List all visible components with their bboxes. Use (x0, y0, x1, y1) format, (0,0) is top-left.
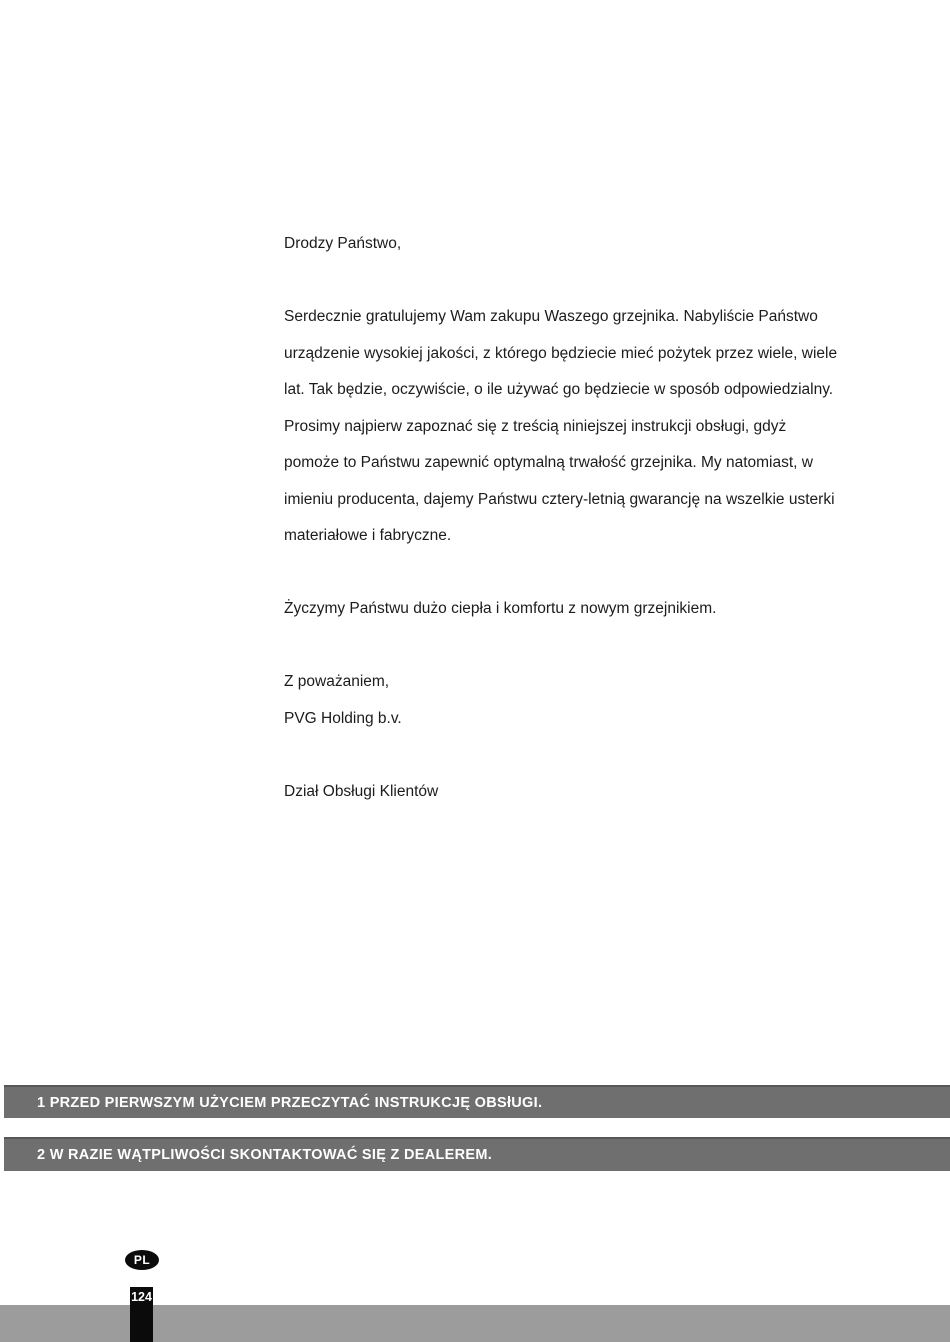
letter-line: PVG Holding b.v. (284, 709, 402, 727)
language-badge-pl (125, 1250, 159, 1270)
page-number-tab (130, 1287, 153, 1342)
welcome-letter (284, 226, 854, 847)
letter-line: Drodzy Państwo, (284, 235, 402, 252)
letter-line: Prosimy najpierw zapoznać się z treścią niniejszej instrukcji obsługi, gdyż (284, 417, 787, 435)
letter-line: pomoże to Państwu zapewnić optymalną trwałość grzejnika. My natomiast, w (284, 454, 813, 471)
letter-line: Dział Obsługi Klientów (284, 782, 439, 800)
letter-line: Serdecznie gratulujemy Wam zakupu Waszego grzejnika. Nabyliście Państwo (284, 308, 818, 325)
letter-department (284, 774, 854, 811)
instruction-bar-1-text: 1 PRZED PIERWSZYM UŻYCIEM PRZECZYTAĆ INSTRUKCJĘ OBSłUGI. (37, 1094, 543, 1111)
page-number: 124 (131, 1290, 152, 1304)
letter-greeting (284, 226, 854, 263)
letter-line: lat. Tak będzie, oczywiście, o ile używać go będziecie w sposób odpowiedzialny. (284, 381, 834, 398)
instruction-bar-2-text: 2 W RAZIE WĄTPLIWOŚCI SKONTAKTOWAĆ SIĘ Z DEALEREM. (37, 1147, 493, 1163)
instruction-bar-2 (4, 1137, 950, 1171)
letter-wish-line (284, 591, 854, 628)
letter-line: imieniu producenta, dajemy Państwu cztery-letnią gwarancję na wszelkie usterki (284, 490, 835, 508)
letter-line: Życzymy Państwu dużo ciepła i komfortu z nowym grzejnikiem. (284, 600, 717, 617)
letter-line: materiałowe i fabryczne. (284, 527, 452, 544)
letter-line: Z poważaniem, (284, 673, 390, 690)
instruction-bar-1 (4, 1085, 950, 1118)
letter-line: urządzenie wysokiej jakości, z którego będziecie mieć pożytek przez wiele, wiele (284, 344, 838, 362)
language-badge-label: PL (133, 1253, 151, 1267)
